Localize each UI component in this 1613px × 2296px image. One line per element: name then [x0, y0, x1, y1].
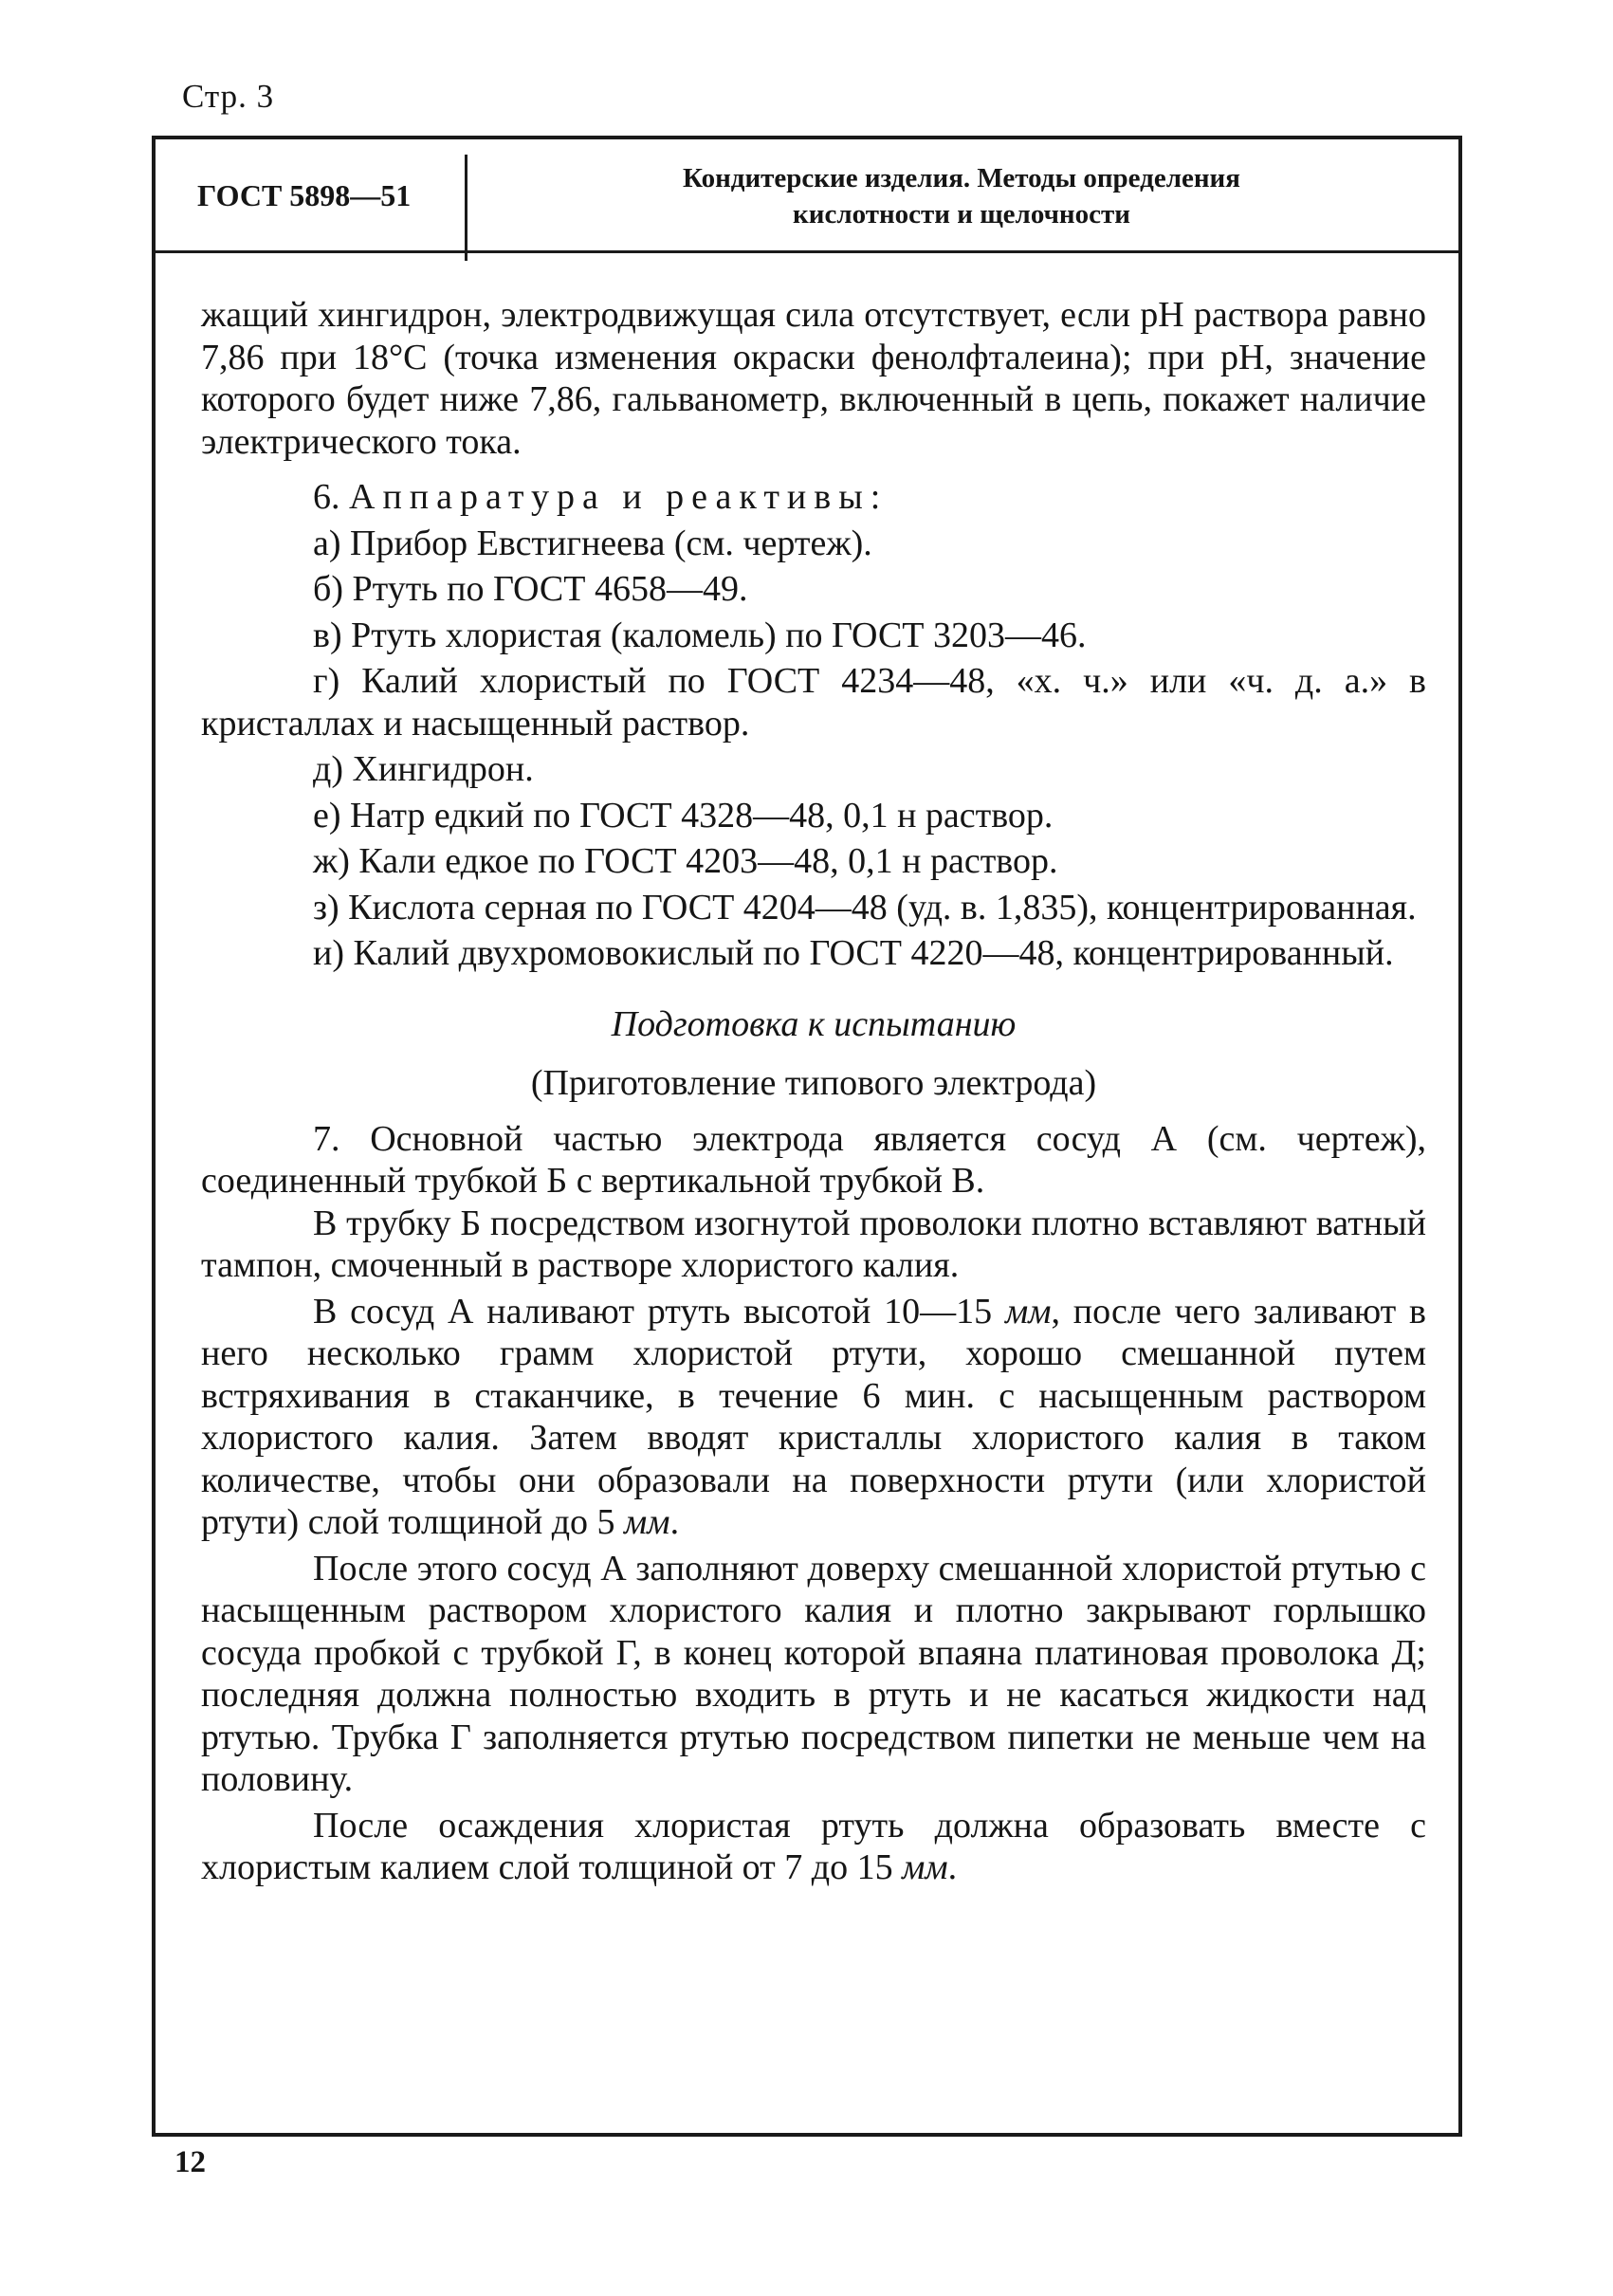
paragraph-11-text-a: После осаждения хлористая ртуть должна образовать вместе с хлористым калием слой толщиной от 7 до 15 — [201, 1805, 1426, 1887]
list-item-g: г) Калий хлористый по ГОСТ 4234—48, «х. ч.» или «ч. д. а.» в кристаллах и насыщенный раствор. — [201, 661, 1426, 744]
list-item-zh: ж) Кали едкое по ГОСТ 4203—48, 0,1 н раствор. — [313, 841, 1058, 881]
list-item-v: в) Ртуть хлористая (каломель) по ГОСТ 3203—46. — [313, 615, 1087, 655]
paragraph-9 — [201, 1291, 1426, 1544]
header-separator — [465, 155, 467, 261]
list-item-b: б) Ртуть по ГОСТ 4658—49. — [313, 569, 748, 609]
paragraph-7: 7. Основной частью электрода является сосуд А (см. чертеж), соединенный трубкой Б с вертикальной трубкой В. — [201, 1118, 1426, 1201]
title-line-1: Кондитерские изделия. Методы определения — [683, 163, 1240, 193]
paragraph-11 — [201, 1805, 1426, 1889]
list-item-a: а) Прибор Евстигнеева (см. чертеж). — [313, 523, 872, 563]
paragraph-continuation: жащий хингидрон, электродвижущая сила отсутствует, если pH раствора равно 7,86 при 18°С (точка изменения окраски фенолфталеина); при pH, значение которого будет ниже 7,86, гальванометр, включенный в цепь, покажет наличие электрического тока. — [201, 295, 1426, 462]
section-6-number: 6. — [313, 477, 340, 517]
section-6-title — [201, 476, 1426, 519]
unit-mm: мм — [624, 1502, 670, 1542]
section-heading: Подготовка к испытанию — [611, 1003, 1017, 1044]
paragraph-11-text-b: . — [947, 1847, 958, 1887]
section-6-heading: Аппаратура и реактивы: — [349, 477, 889, 517]
paragraph-9-text-b: , после чего заливают в него несколько грамм хлористой ртути, хорошо смешанной путем встряхивания в стаканчике, в течение 6 мин. с насыщенным раствором хлористого калия. Затем вводят кристаллы хлористого калия в таком количестве, чтобы они образовали на поверхности ртути (или хлористой ртути) слой толщиной до 5 — [201, 1291, 1426, 1542]
title-line-2: кислотности и щелочности — [793, 199, 1130, 230]
paragraph-9-text-a: В сосуд А наливают ртуть высотой 10—15 — [313, 1291, 1005, 1332]
page-label: Стр. 3 — [182, 78, 275, 115]
paragraph-10: После этого сосуд А заполняют доверху смешанной хлористой ртутью с насыщенным раствором хлористого калия и плотно закрывают горлышко сосуда пробкой с трубкой Г, в конец которой впаяна платиновая проволока Д; последняя должна полностью входить в ртуть и не касаться жидкости над ртутью. Трубка Г заполняется ртутью посредством пипетки не меньше чем на половину. — [201, 1548, 1426, 1799]
list-item-d: д) Хингидрон. — [313, 749, 534, 789]
page-number: 12 — [174, 2145, 206, 2179]
unit-mm: мм — [902, 1847, 948, 1887]
standard-code: ГОСТ 5898—51 — [197, 178, 412, 212]
document-title — [487, 160, 1436, 232]
list-item-i: и) Калий двухромовокислый по ГОСТ 4220—48, концентрированный. — [313, 933, 1394, 973]
paragraph-9-text-c: . — [669, 1502, 680, 1542]
list-item-e: е) Натр едкий по ГОСТ 4328—48, 0,1 н раствор. — [313, 795, 1054, 836]
section-subheading: (Приготовление типового электрода) — [530, 1063, 1097, 1103]
body-text — [201, 294, 1426, 1889]
page-frame — [152, 136, 1462, 2137]
paragraph-8: В трубку Б посредством изогнутой проволоки плотно вставляют ватный тампон, смоченный в растворе хлористого калия. — [201, 1203, 1426, 1285]
list-item-z: з) Кислота серная по ГОСТ 4204—48 (уд. в. 1,835), концентрированная. — [313, 887, 1417, 928]
header-divider — [156, 250, 1458, 253]
unit-mm: мм — [1004, 1291, 1052, 1332]
